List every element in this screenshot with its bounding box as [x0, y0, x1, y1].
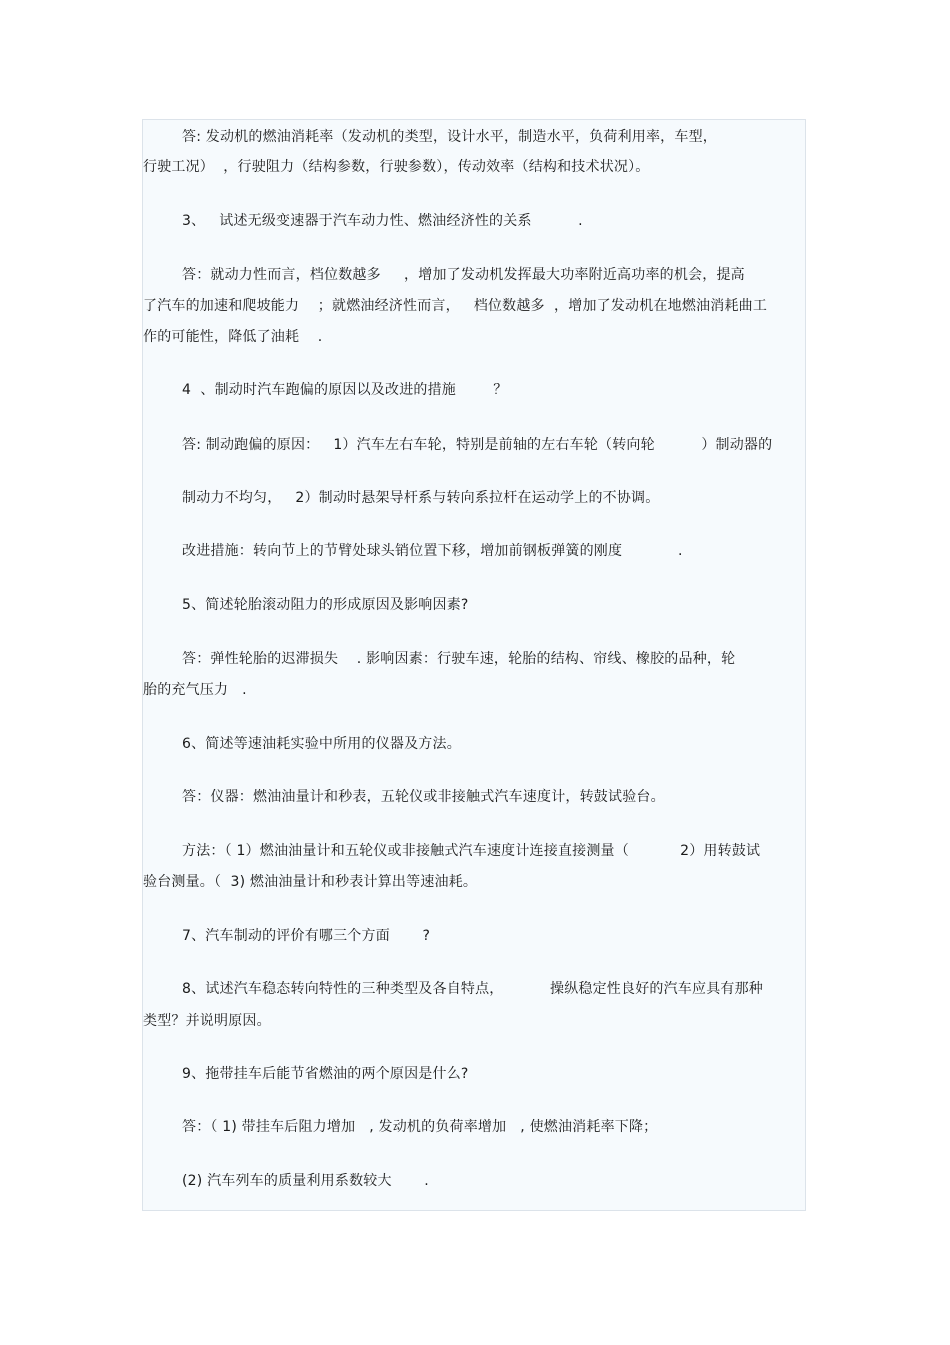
- text-line-19: 8、试述汽车稳态转向特性的三种类型及各自特点， 操纵稳定性良好的汽车应具有那种: [182, 981, 764, 997]
- text-line-20: 类型？并说明原因。: [143, 1013, 271, 1029]
- text-line-23: (2) 汽车列车的质量利用系数较大 .: [182, 1173, 429, 1189]
- text-line-5: 了汽车的加速和爬坡能力 ；就燃油经济性而言， 档位数越多 ，增加了发动机在地燃油消耗曲工: [143, 298, 768, 314]
- text-line-21: 9、拖带挂车后能节省燃油的两个原因是什么?: [182, 1066, 469, 1082]
- text-line-17: 验台测量。（ 3) 燃油油量计和秒表计算出等速油耗。: [143, 874, 478, 890]
- text-line-18: 7、汽车制动的评价有哪三个方面 ?: [182, 928, 431, 944]
- text-line-9: 制动力不均匀， 2）制动时悬架导杆系与转向系拉杆在运动学上的不协调。: [182, 490, 660, 506]
- text-line-16: 方法：（ 1）燃油油量计和五轮仪或非接触式汽车速度计连接直接测量（ 2）用转鼓试: [182, 843, 761, 859]
- text-line-22: 答：（ 1) 带挂车后阻力增加 , 发动机的负荷率增加 , 使燃油消耗率下降；: [182, 1119, 658, 1135]
- text-line-1: 答: 发动机的燃油消耗率（发动机的类型，设计水平，制造水平，负荷利用率，车型，: [182, 129, 717, 145]
- text-line-14: 6、简述等速油耗实验中所用的仪器及方法。: [182, 736, 461, 752]
- text-line-7: 4 、制动时汽车跑偏的原因以及改进的措施 ？: [182, 382, 508, 398]
- text-line-3: 3、 试述无级变速器于汽车动力性、燃油经济性的关系 .: [182, 213, 583, 229]
- text-line-15: 答：仪器：燃油油量计和秒表，五轮仪或非接触式汽车速度计，转鼓试验台。: [182, 789, 665, 805]
- text-line-12: 答：弹性轮胎的迟滞损失 . 影响因素：行驶车速，轮胎的结构、帘线、橡胶的品种，轮: [182, 651, 736, 667]
- text-line-6: 作的可能性，降低了油耗 .: [143, 329, 323, 345]
- text-line-2: 行驶工况） ，行驶阻力（结构参数，行驶参数），传动效率（结构和技术状况）。: [143, 159, 650, 175]
- text-line-4: 答：就动力性而言，档位数越多 ，增加了发动机发挥最大功率附近高功率的机会，提高: [182, 267, 745, 283]
- text-line-13: 胎的充气压力 .: [143, 682, 247, 698]
- text-line-8: 答: 制动跑偏的原因： 1）汽车左右车轮，特别是前轴的左右车轮（转向轮 ）制动器的: [182, 437, 773, 453]
- text-line-11: 5、简述轮胎滚动阻力的形成原因及影响因素?: [182, 597, 469, 613]
- text-line-10: 改进措施：转向节上的节臂处球头销位置下移，增加前钢板弹簧的刚度 .: [182, 543, 683, 559]
